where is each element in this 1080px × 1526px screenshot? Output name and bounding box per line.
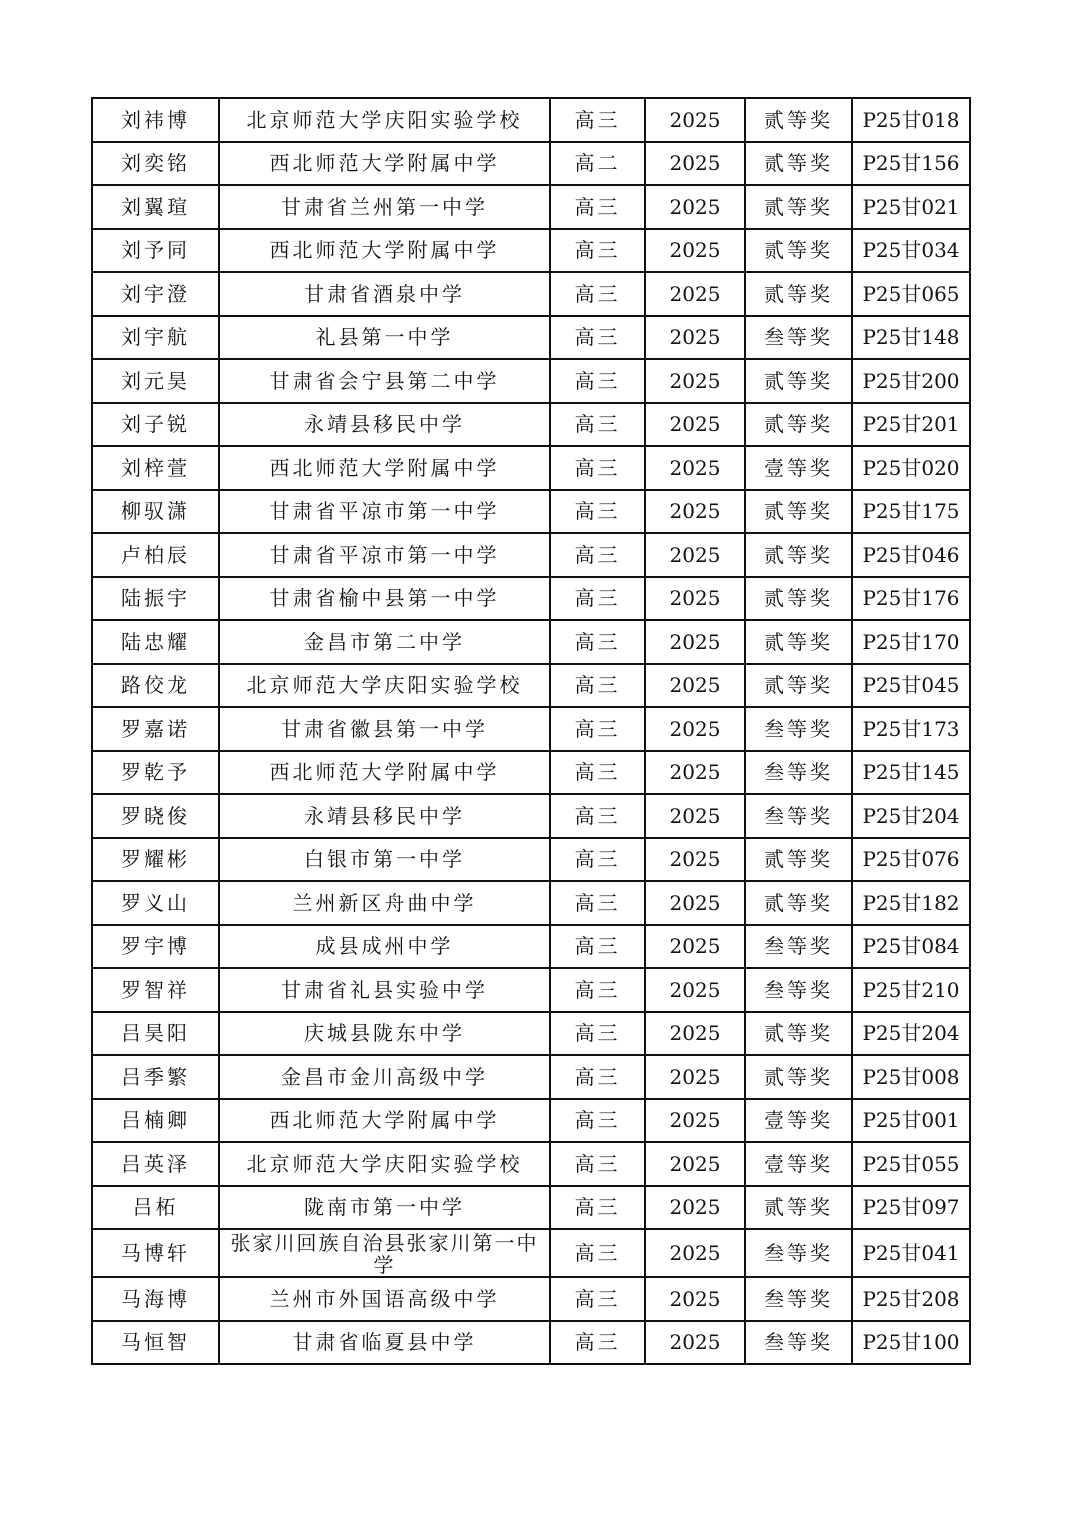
award-cell: 贰等奖 <box>745 142 852 186</box>
student-name-cell: 罗晓俊 <box>92 794 219 838</box>
certificate-code-cell: P25甘001 <box>852 1099 970 1143</box>
student-name-cell: 刘奕铭 <box>92 142 219 186</box>
student-name-cell: 马恒智 <box>92 1321 219 1365</box>
student-name-cell: 马博轩 <box>92 1229 219 1277</box>
school-cell: 甘肃省礼县实验中学 <box>219 968 550 1012</box>
table-row <box>92 968 970 1012</box>
year-cell: 2025 <box>645 620 745 664</box>
grade-cell: 高三 <box>550 185 645 229</box>
student-name-cell: 刘元昊 <box>92 359 219 403</box>
grade-cell: 高三 <box>550 838 645 882</box>
year-cell: 2025 <box>645 1186 745 1230</box>
grade-cell: 高三 <box>550 664 645 708</box>
school-cell: 西北师范大学附属中学 <box>219 142 550 186</box>
award-list-table <box>91 97 971 1365</box>
school-cell: 西北师范大学附属中学 <box>219 1099 550 1143</box>
award-cell: 贰等奖 <box>745 229 852 273</box>
year-cell: 2025 <box>645 881 745 925</box>
award-cell: 壹等奖 <box>745 1099 852 1143</box>
award-cell: 叁等奖 <box>745 316 852 360</box>
table-row <box>92 838 970 882</box>
award-cell: 贰等奖 <box>745 1055 852 1099</box>
school-cell: 甘肃省酒泉中学 <box>219 272 550 316</box>
student-name-cell: 陆忠耀 <box>92 620 219 664</box>
school-cell: 陇南市第一中学 <box>219 1186 550 1230</box>
certificate-code-cell: P25甘084 <box>852 925 970 969</box>
certificate-code-cell: P25甘008 <box>852 1055 970 1099</box>
school-cell: 成县成州中学 <box>219 925 550 969</box>
grade-cell: 高三 <box>550 1229 645 1277</box>
certificate-code-cell: P25甘041 <box>852 1229 970 1277</box>
student-name-cell: 罗乾予 <box>92 751 219 795</box>
award-cell: 壹等奖 <box>745 446 852 490</box>
table-row <box>92 185 970 229</box>
school-cell: 甘肃省平凉市第一中学 <box>219 533 550 577</box>
school-cell: 西北师范大学附属中学 <box>219 751 550 795</box>
table-row <box>92 707 970 751</box>
award-cell: 贰等奖 <box>745 664 852 708</box>
award-cell: 叁等奖 <box>745 1277 852 1321</box>
certificate-code-cell: P25甘020 <box>852 446 970 490</box>
year-cell: 2025 <box>645 316 745 360</box>
year-cell: 2025 <box>645 925 745 969</box>
certificate-code-cell: P25甘204 <box>852 794 970 838</box>
student-name-cell: 吕昊阳 <box>92 1012 219 1056</box>
year-cell: 2025 <box>645 142 745 186</box>
grade-cell: 高三 <box>550 1321 645 1365</box>
grade-cell: 高三 <box>550 490 645 534</box>
award-cell: 贰等奖 <box>745 359 852 403</box>
certificate-code-cell: P25甘046 <box>852 533 970 577</box>
table-row <box>92 98 970 142</box>
award-cell: 壹等奖 <box>745 1142 852 1186</box>
table-row <box>92 533 970 577</box>
grade-cell: 高三 <box>550 403 645 447</box>
school-cell: 甘肃省榆中县第一中学 <box>219 577 550 621</box>
grade-cell: 高二 <box>550 142 645 186</box>
table-row <box>92 403 970 447</box>
certificate-code-cell: P25甘173 <box>852 707 970 751</box>
student-name-cell: 马海博 <box>92 1277 219 1321</box>
year-cell: 2025 <box>645 838 745 882</box>
school-cell: 礼县第一中学 <box>219 316 550 360</box>
certificate-code-cell: P25甘097 <box>852 1186 970 1230</box>
grade-cell: 高三 <box>550 98 645 142</box>
award-cell: 贰等奖 <box>745 403 852 447</box>
grade-cell: 高三 <box>550 1186 645 1230</box>
school-cell: 西北师范大学附属中学 <box>219 446 550 490</box>
award-cell: 贰等奖 <box>745 533 852 577</box>
school-cell: 张家川回族自治县张家川第一中学 <box>219 1229 550 1277</box>
certificate-code-cell: P25甘076 <box>852 838 970 882</box>
certificate-code-cell: P25甘208 <box>852 1277 970 1321</box>
grade-cell: 高三 <box>550 446 645 490</box>
table-row <box>92 1055 970 1099</box>
table-row <box>92 1277 970 1321</box>
certificate-code-cell: P25甘034 <box>852 229 970 273</box>
table-row <box>92 664 970 708</box>
student-name-cell: 吕季繁 <box>92 1055 219 1099</box>
year-cell: 2025 <box>645 533 745 577</box>
certificate-code-cell: P25甘210 <box>852 968 970 1012</box>
award-cell: 叁等奖 <box>745 925 852 969</box>
student-name-cell: 罗嘉诺 <box>92 707 219 751</box>
grade-cell: 高三 <box>550 1099 645 1143</box>
certificate-code-cell: P25甘018 <box>852 98 970 142</box>
table-body <box>92 98 970 1364</box>
school-cell: 永靖县移民中学 <box>219 403 550 447</box>
year-cell: 2025 <box>645 359 745 403</box>
student-name-cell: 吕英泽 <box>92 1142 219 1186</box>
year-cell: 2025 <box>645 1229 745 1277</box>
student-name-cell: 路佼龙 <box>92 664 219 708</box>
year-cell: 2025 <box>645 403 745 447</box>
school-cell: 金昌市金川高级中学 <box>219 1055 550 1099</box>
certificate-code-cell: P25甘175 <box>852 490 970 534</box>
award-cell: 贰等奖 <box>745 1186 852 1230</box>
year-cell: 2025 <box>645 185 745 229</box>
award-cell: 叁等奖 <box>745 707 852 751</box>
student-name-cell: 陆振宇 <box>92 577 219 621</box>
grade-cell: 高三 <box>550 794 645 838</box>
certificate-code-cell: P25甘021 <box>852 185 970 229</box>
grade-cell: 高三 <box>550 316 645 360</box>
school-cell: 甘肃省临夏县中学 <box>219 1321 550 1365</box>
student-name-cell: 刘子锐 <box>92 403 219 447</box>
school-cell: 甘肃省平凉市第一中学 <box>219 490 550 534</box>
student-name-cell: 柳驭潇 <box>92 490 219 534</box>
year-cell: 2025 <box>645 577 745 621</box>
school-cell: 北京师范大学庆阳实验学校 <box>219 1142 550 1186</box>
grade-cell: 高三 <box>550 359 645 403</box>
award-cell: 贰等奖 <box>745 490 852 534</box>
student-name-cell: 罗宇博 <box>92 925 219 969</box>
award-cell: 贰等奖 <box>745 620 852 664</box>
student-name-cell: 刘宇澄 <box>92 272 219 316</box>
year-cell: 2025 <box>645 751 745 795</box>
grade-cell: 高三 <box>550 925 645 969</box>
school-cell: 北京师范大学庆阳实验学校 <box>219 98 550 142</box>
student-name-cell: 刘翼瑄 <box>92 185 219 229</box>
certificate-code-cell: P25甘148 <box>852 316 970 360</box>
grade-cell: 高三 <box>550 751 645 795</box>
certificate-code-cell: P25甘156 <box>852 142 970 186</box>
table-row <box>92 229 970 273</box>
year-cell: 2025 <box>645 229 745 273</box>
table-row <box>92 925 970 969</box>
award-cell: 叁等奖 <box>745 1321 852 1365</box>
student-name-cell: 罗耀彬 <box>92 838 219 882</box>
certificate-code-cell: P25甘182 <box>852 881 970 925</box>
school-cell: 兰州市外国语高级中学 <box>219 1277 550 1321</box>
table-row <box>92 1142 970 1186</box>
table-row <box>92 1186 970 1230</box>
award-cell: 叁等奖 <box>745 751 852 795</box>
certificate-code-cell: P25甘055 <box>852 1142 970 1186</box>
table-row <box>92 1012 970 1056</box>
student-name-cell: 吕柘 <box>92 1186 219 1230</box>
certificate-code-cell: P25甘204 <box>852 1012 970 1056</box>
student-name-cell: 刘予同 <box>92 229 219 273</box>
year-cell: 2025 <box>645 272 745 316</box>
award-cell: 贰等奖 <box>745 98 852 142</box>
table-row <box>92 490 970 534</box>
school-cell: 甘肃省兰州第一中学 <box>219 185 550 229</box>
year-cell: 2025 <box>645 490 745 534</box>
year-cell: 2025 <box>645 1012 745 1056</box>
table-row <box>92 316 970 360</box>
year-cell: 2025 <box>645 664 745 708</box>
student-name-cell: 刘梓萱 <box>92 446 219 490</box>
certificate-code-cell: P25甘200 <box>852 359 970 403</box>
year-cell: 2025 <box>645 446 745 490</box>
table-row <box>92 794 970 838</box>
grade-cell: 高三 <box>550 1055 645 1099</box>
table-row <box>92 142 970 186</box>
grade-cell: 高三 <box>550 1012 645 1056</box>
student-name-cell: 刘宇航 <box>92 316 219 360</box>
table-row <box>92 359 970 403</box>
certificate-code-cell: P25甘170 <box>852 620 970 664</box>
table-row <box>92 1321 970 1365</box>
year-cell: 2025 <box>645 1055 745 1099</box>
certificate-code-cell: P25甘065 <box>852 272 970 316</box>
certificate-code-cell: P25甘045 <box>852 664 970 708</box>
year-cell: 2025 <box>645 707 745 751</box>
certificate-code-cell: P25甘100 <box>852 1321 970 1365</box>
award-cell: 贰等奖 <box>745 881 852 925</box>
award-cell: 贰等奖 <box>745 838 852 882</box>
grade-cell: 高三 <box>550 533 645 577</box>
school-cell: 庆城县陇东中学 <box>219 1012 550 1056</box>
award-cell: 贰等奖 <box>745 577 852 621</box>
certificate-code-cell: P25甘201 <box>852 403 970 447</box>
school-cell: 西北师范大学附属中学 <box>219 229 550 273</box>
table-row <box>92 620 970 664</box>
year-cell: 2025 <box>645 794 745 838</box>
grade-cell: 高三 <box>550 881 645 925</box>
student-name-cell: 罗义山 <box>92 881 219 925</box>
award-cell: 贰等奖 <box>745 272 852 316</box>
table-row <box>92 272 970 316</box>
award-cell: 叁等奖 <box>745 1229 852 1277</box>
table-row <box>92 446 970 490</box>
table-row <box>92 881 970 925</box>
grade-cell: 高三 <box>550 229 645 273</box>
grade-cell: 高三 <box>550 1277 645 1321</box>
school-cell: 北京师范大学庆阳实验学校 <box>219 664 550 708</box>
table-row <box>92 577 970 621</box>
school-cell: 永靖县移民中学 <box>219 794 550 838</box>
award-cell: 叁等奖 <box>745 794 852 838</box>
award-cell: 贰等奖 <box>745 1012 852 1056</box>
year-cell: 2025 <box>645 1099 745 1143</box>
school-cell: 甘肃省会宁县第二中学 <box>219 359 550 403</box>
table-row <box>92 1229 970 1277</box>
grade-cell: 高三 <box>550 1142 645 1186</box>
year-cell: 2025 <box>645 968 745 1012</box>
award-cell: 贰等奖 <box>745 185 852 229</box>
student-name-cell: 卢柏辰 <box>92 533 219 577</box>
student-name-cell: 刘祎博 <box>92 98 219 142</box>
year-cell: 2025 <box>645 1277 745 1321</box>
certificate-code-cell: P25甘176 <box>852 577 970 621</box>
grade-cell: 高三 <box>550 620 645 664</box>
grade-cell: 高三 <box>550 272 645 316</box>
year-cell: 2025 <box>645 1142 745 1186</box>
year-cell: 2025 <box>645 1321 745 1365</box>
certificate-code-cell: P25甘145 <box>852 751 970 795</box>
school-cell: 兰州新区舟曲中学 <box>219 881 550 925</box>
school-cell: 金昌市第二中学 <box>219 620 550 664</box>
grade-cell: 高三 <box>550 577 645 621</box>
grade-cell: 高三 <box>550 968 645 1012</box>
student-name-cell: 吕楠卿 <box>92 1099 219 1143</box>
school-cell: 甘肃省徽县第一中学 <box>219 707 550 751</box>
year-cell: 2025 <box>645 98 745 142</box>
table-row <box>92 1099 970 1143</box>
table-row <box>92 751 970 795</box>
school-cell: 白银市第一中学 <box>219 838 550 882</box>
award-cell: 叁等奖 <box>745 968 852 1012</box>
student-name-cell: 罗智祥 <box>92 968 219 1012</box>
grade-cell: 高三 <box>550 707 645 751</box>
